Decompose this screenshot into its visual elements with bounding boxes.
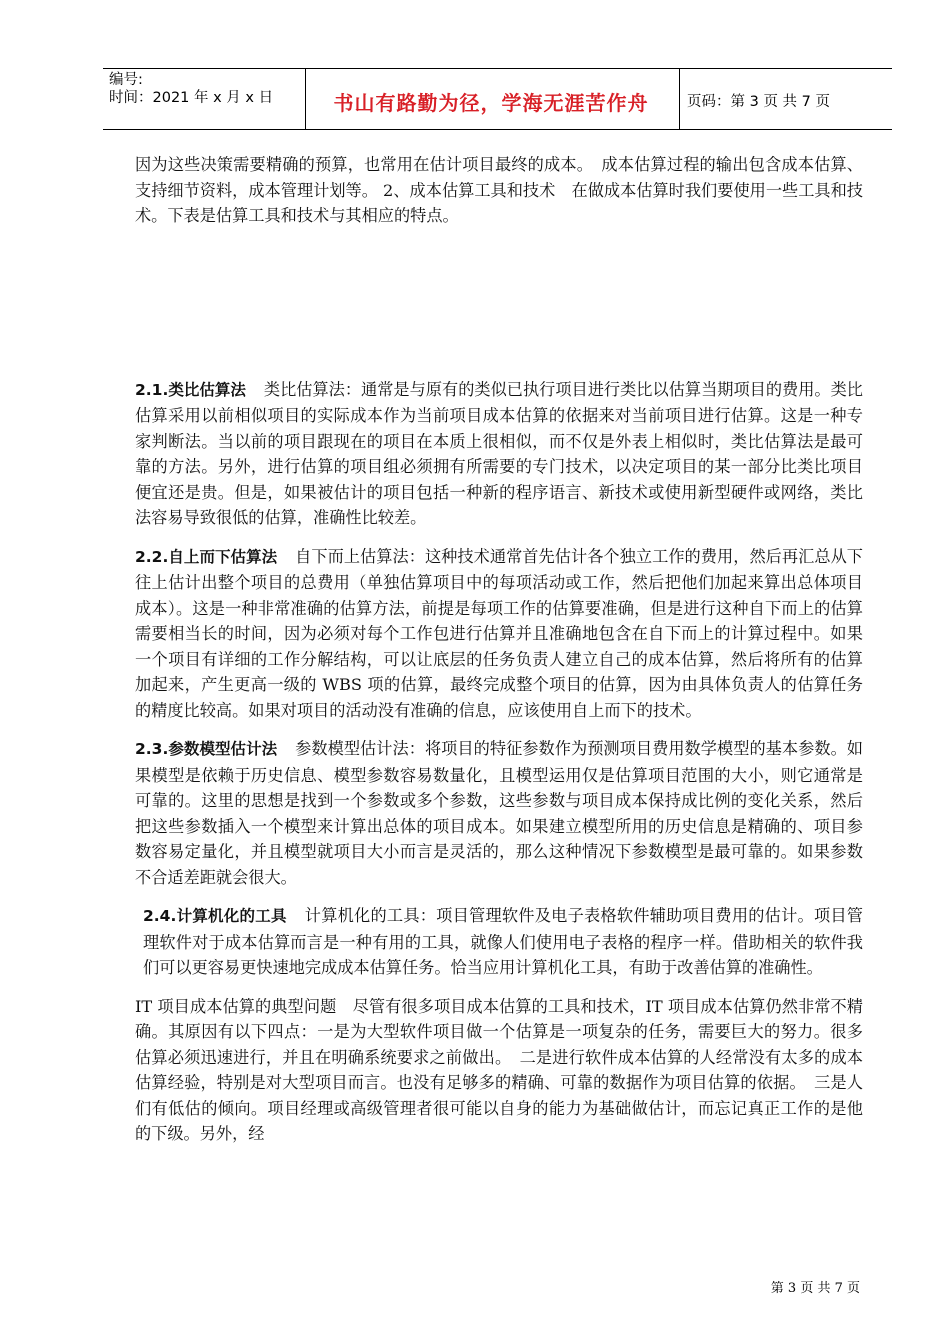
header-meta	[109, 71, 305, 107]
header-page-number: 页码：第 3 页 共 7 页	[687, 94, 830, 110]
page-footer: 第 3 页 共 7 页	[770, 1281, 860, 1296]
date-label: 时间：2021 年 x 月 x 日	[109, 90, 274, 106]
intro-paragraph: 因为这些决策需要精确的预算，也常用在估计项目最终的成本。 成本估算过程的输出包含成本估算、支持细节资料，成本管理计划等。 2、成本估算工具和技术 在做成本估算时我们要使用一些工具和技术。下表是估算工具和技术与其相应的特点。	[135, 155, 863, 225]
document-body	[135, 152, 863, 1147]
section-heading: 2.4.计算机化的工具	[143, 907, 287, 925]
section-heading: 2.1.类比估算法	[135, 380, 246, 399]
section-text: 参数模型估计法：将项目的特征参数作为预测项目费用数学模型的基本参数。如果模型是依赖于历史信息、模型参数容易数量化，且模型运用仅是估算项目范围的大小，则它通常是可靠的。这里的思想是找到一个参数或多个参数，这些参数与项目成本保持成比例的变化关系，然后把这些参数插入一个模型来计算出总体的项目成本。如果建立模型所用的历史信息是精确的、项目参数容易定量化，并且模型就项目大小而言是灵活的，那么这种情况下参数模型是最可靠的。如果参数不合适差距就会很大。	[135, 739, 863, 887]
table-placeholder-gap	[135, 229, 863, 377]
section-heading: 2.2.自上而下估算法	[135, 547, 278, 566]
section-parametric-estimating	[135, 736, 863, 890]
header-divider	[305, 69, 306, 129]
section-text: 计算机化的工具：项目管理软件及电子表格软件辅助项目费用的估计。项目管理软件对于成本估算而言是一种有用的工具，就像人们使用电子表格的程序一样。借助相关的软件我们可以更容易更快速地完成成本估算任务。恰当应用计算机化工具，有助于改善估算的准确性。	[143, 906, 863, 977]
section-bottom-up-estimating	[135, 544, 863, 724]
section-text: 自下而上估算法：这种技术通常首先估计各个独立工作的费用，然后再汇总从下往上估计出整个项目的总费用（单独估算项目中的每项活动或工作，然后把他们加起来算出总体项目成本）。这是一种非常准确的估算方法，前提是每项工作的估算要准确，但是进行这种自下而上的估算需要相当长的时间，因为必须对每个工作包进行估算并且准确地包含在自下而上的计算过程中。如果一个项目有详细的工作分解结构，可以让底层的任务负责人建立自己的成本估算，然后将所有的估算加起来，产生更高一级的 WBS 项的估算，最终完成整个项目的估算，因为由具体负责人的估算任务的精度比较高。如果对项目的活动没有准确的信息，应该使用自上而下的技术。	[135, 546, 863, 720]
serial-number-label: 编号:	[109, 72, 143, 88]
closing-paragraph: IT 项目成本估算的典型问题 尽管有很多项目成本估算的工具和技术，IT 项目成本估算仍然非常不精确。其原因有以下四点：一是为大型软件项目做一个估算是一项复杂的任务，需要巨大的努力。很多估算必须迅速进行，并且在明确系统要求之前做出。 二是进行软件成本估算的人经常没有太多的成本估算经验，特别是对大型项目而言。也没有足够多的精确、可靠的数据作为项目估算的依据。 三是人们有低估的倾向。项目经理或高级管理者很可能以自身的能力为基础做估计，而忘记真正工作的是他的下级。另外，经	[135, 996, 863, 1143]
section-analogous-estimating	[135, 377, 863, 531]
section-heading: 2.3.参数模型估计法	[135, 740, 278, 758]
header-divider	[679, 69, 680, 129]
section-text: 类比估算法：通常是与原有的类似已执行项目进行类比以估算当期项目的费用。类比估算采用以前相似项目的实际成本作为当前项目成本估算的依据来对当前项目进行估算。这是一种专家判断法。当以前的项目跟现在的项目在本质上很相似，而不仅是外表上相似时，类比估算法是最可靠的方法。另外，进行估算的项目组必须拥有所需要的专门技术，以决定项目的某一部分比类比项目便宜还是贵。但是，如果被估计的项目包括一种新的程序语言、新技术或使用新型硬件或网络，类比法容易导致很低的估算，准确性比较差。	[135, 379, 863, 527]
page-header	[103, 68, 892, 130]
header-motto: 书山有路勤为径，学海无涯苦作舟	[333, 91, 649, 115]
section-computerized-tools	[135, 903, 863, 981]
